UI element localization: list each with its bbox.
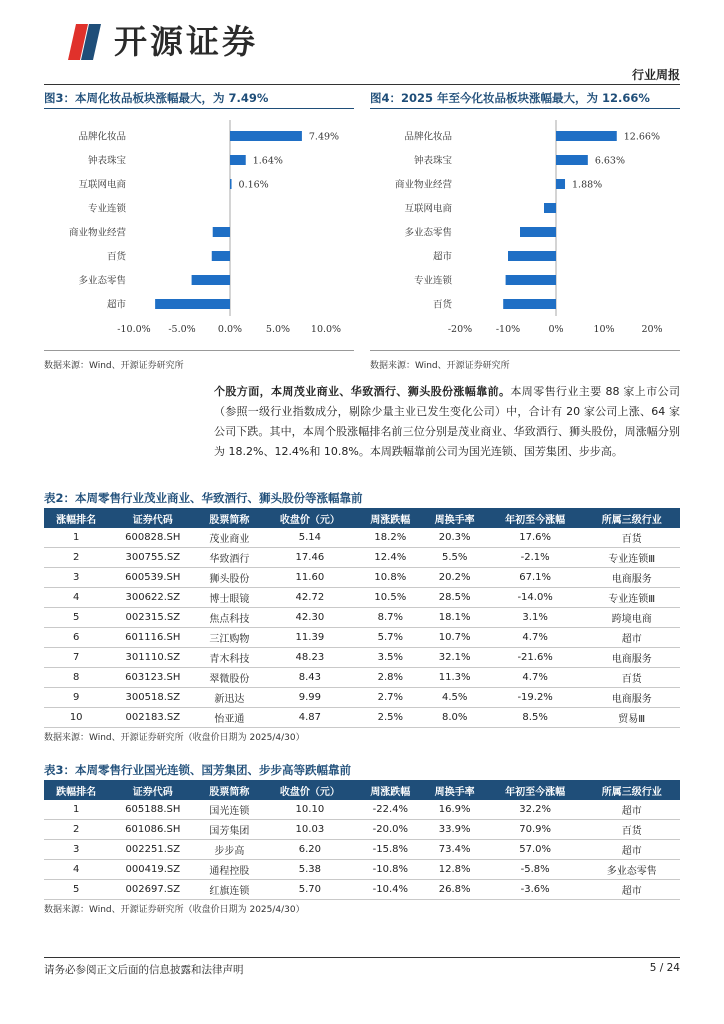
bar <box>230 155 246 165</box>
table-cell: -19.2% <box>487 688 584 708</box>
table-cell: 步步高 <box>197 840 261 860</box>
table-row <box>44 568 680 588</box>
table-cell: 10 <box>44 708 108 728</box>
table-cell: 32.1% <box>423 648 487 668</box>
table-cell: 电商服务 <box>583 688 680 708</box>
table-cell: 2.7% <box>358 688 422 708</box>
table-cell: 博士眼镜 <box>197 588 261 608</box>
table-cell: 4.5% <box>423 688 487 708</box>
table-cell: 怡亚通 <box>197 708 261 728</box>
table-cell: 1 <box>44 528 108 548</box>
tick-label: 10.0% <box>310 324 342 335</box>
table-cell: 48.23 <box>262 648 359 668</box>
table-cell: -14.0% <box>487 588 584 608</box>
table-cell: 33.9% <box>423 820 487 840</box>
bar <box>230 179 232 189</box>
table-cell: 5.5% <box>423 548 487 568</box>
table-cell: 16.9% <box>423 800 487 820</box>
table-row <box>44 588 680 608</box>
bar <box>520 227 556 237</box>
figure4-source-rule <box>370 350 680 351</box>
table3-header-2: 股票简称 <box>197 780 261 800</box>
table-row <box>44 548 680 568</box>
table-row <box>44 688 680 708</box>
table-cell: 32.2% <box>487 800 584 820</box>
table-cell: 8.0% <box>423 708 487 728</box>
category-label: 钟表珠宝 <box>87 155 126 167</box>
bar <box>544 203 556 213</box>
table2-header-2: 股票简称 <box>197 508 261 528</box>
table-cell: 8.7% <box>358 608 422 628</box>
category-label: 多业态零售 <box>78 275 126 287</box>
bar <box>508 251 556 261</box>
table-cell: 超市 <box>583 800 680 820</box>
table-cell: 605188.SH <box>108 800 197 820</box>
figure4-rule <box>370 108 680 109</box>
table-cell: 超市 <box>583 880 680 900</box>
table-cell: 5.38 <box>262 860 359 880</box>
figure3-source: 数据来源：Wind、开源证券研究所 <box>44 361 184 371</box>
table-cell: 11.3% <box>423 668 487 688</box>
section-label: 行业周报 <box>631 68 680 82</box>
table-cell: 600539.SH <box>108 568 197 588</box>
table-cell: 10.7% <box>423 628 487 648</box>
table-row <box>44 880 680 900</box>
table-cell: 1 <box>44 800 108 820</box>
table3-source: 数据来源：Wind、开源证券研究所（收盘价日期为 2025/4/30） <box>44 905 305 915</box>
table-cell: -3.6% <box>487 880 584 900</box>
table-cell: 电商服务 <box>583 568 680 588</box>
category-label: 百货 <box>106 251 126 263</box>
table-row <box>44 860 680 880</box>
data-label: 6.63% <box>594 155 626 167</box>
table-cell: 红旗连锁 <box>197 880 261 900</box>
table-cell: -20.0% <box>358 820 422 840</box>
figure4-chart <box>370 112 680 344</box>
bar <box>192 275 230 285</box>
table-cell: 茂业商业 <box>197 528 261 548</box>
figure4-caption: 图4：2025 年至今化妆品板块涨幅最大，为 12.66% <box>370 91 650 105</box>
table-cell: 18.2% <box>358 528 422 548</box>
table-cell: 26.8% <box>423 880 487 900</box>
category-label: 专业连锁 <box>87 203 126 215</box>
table-cell: 5.70 <box>262 880 359 900</box>
table2-header-4: 周涨跌幅 <box>358 508 422 528</box>
table-cell: -10.8% <box>358 860 422 880</box>
category-label: 超市 <box>432 251 452 263</box>
table-cell: -10.4% <box>358 880 422 900</box>
table-cell: 电商服务 <box>583 648 680 668</box>
table-row <box>44 668 680 688</box>
data-label: 12.66% <box>623 131 661 143</box>
table3 <box>44 780 680 900</box>
table-cell: 4 <box>44 860 108 880</box>
category-label: 互联网电商 <box>78 179 126 191</box>
data-label: 7.49% <box>308 131 340 143</box>
tick-label: 0% <box>548 324 564 335</box>
table-cell: 6 <box>44 628 108 648</box>
bar <box>506 275 556 285</box>
bar <box>212 251 230 261</box>
data-label: 0.16% <box>238 179 269 191</box>
table-cell: -2.1% <box>487 548 584 568</box>
table2-header-6: 年初至今涨幅 <box>487 508 584 528</box>
table-cell: 4.87 <box>262 708 359 728</box>
tick-label: 5.0% <box>265 324 291 335</box>
tick-label: 20% <box>641 324 663 335</box>
table2-header-1: 证券代码 <box>108 508 197 528</box>
data-label: 1.88% <box>572 179 603 191</box>
table-row <box>44 840 680 860</box>
category-label: 品牌化妆品 <box>404 131 452 143</box>
table-cell: -15.8% <box>358 840 422 860</box>
logo-icon <box>62 20 106 64</box>
table2 <box>44 508 680 728</box>
table3-header-7: 所属三级行业 <box>583 780 680 800</box>
table-cell: 73.4% <box>423 840 487 860</box>
table-cell: 青木科技 <box>197 648 261 668</box>
table-cell: 600828.SH <box>108 528 197 548</box>
table-cell: 300518.SZ <box>108 688 197 708</box>
table2-header-7: 所属三级行业 <box>583 508 680 528</box>
table-cell: 67.1% <box>487 568 584 588</box>
table-cell: 焦点科技 <box>197 608 261 628</box>
table-cell: 专业连锁Ⅲ <box>583 548 680 568</box>
table-cell: 10.5% <box>358 588 422 608</box>
table-cell: 超市 <box>583 628 680 648</box>
table-row <box>44 820 680 840</box>
table-cell: 12.8% <box>423 860 487 880</box>
table-cell: 601116.SH <box>108 628 197 648</box>
table-cell: 百货 <box>583 528 680 548</box>
table-cell: 10.8% <box>358 568 422 588</box>
table-cell: 9 <box>44 688 108 708</box>
table2-header-0: 涨幅排名 <box>44 508 108 528</box>
header-divider <box>44 84 680 85</box>
figure4-source: 数据来源：Wind、开源证券研究所 <box>370 361 510 371</box>
category-label: 百货 <box>432 299 452 311</box>
table-row <box>44 608 680 628</box>
category-label: 互联网电商 <box>404 203 452 215</box>
data-label: 1.64% <box>252 155 283 167</box>
table-cell: 翠微股份 <box>197 668 261 688</box>
table-cell: 3 <box>44 840 108 860</box>
table3-header-1: 证券代码 <box>108 780 197 800</box>
table-row <box>44 648 680 668</box>
table-cell: 贸易Ⅲ <box>583 708 680 728</box>
bar <box>503 299 556 309</box>
figure3-caption: 图3：本周化妆品板块涨幅最大，为 7.49% <box>44 91 269 105</box>
table-cell: 42.30 <box>262 608 359 628</box>
tick-label: -5.0% <box>168 324 196 335</box>
table-cell: 通程控股 <box>197 860 261 880</box>
table-cell: 三江购物 <box>197 628 261 648</box>
table-cell: 4.7% <box>487 628 584 648</box>
bar <box>556 155 588 165</box>
table2-header-3: 收盘价（元） <box>262 508 359 528</box>
table-cell: 4.7% <box>487 668 584 688</box>
table-cell: 002251.SZ <box>108 840 197 860</box>
table3-header-6: 年初至今涨幅 <box>487 780 584 800</box>
table-row <box>44 628 680 648</box>
table-cell: 42.72 <box>262 588 359 608</box>
table-cell: 002183.SZ <box>108 708 197 728</box>
table2-header-5: 周换手率 <box>423 508 487 528</box>
table2-source: 数据来源：Wind、开源证券研究所（收盘价日期为 2025/4/30） <box>44 733 305 743</box>
table-cell: 301110.SZ <box>108 648 197 668</box>
category-label: 商业物业经营 <box>394 179 452 191</box>
table-cell: 10.10 <box>262 800 359 820</box>
figure3-rule <box>44 108 354 109</box>
logo-text: 开源证券 <box>114 22 258 61</box>
table-cell: 6.20 <box>262 840 359 860</box>
table-cell: 000419.SZ <box>108 860 197 880</box>
table-cell: 国芳集团 <box>197 820 261 840</box>
paragraph-lead: 个股方面，本周茂业商业、华致酒行、狮头股份涨幅靠前。 <box>214 385 511 398</box>
tick-label: -20% <box>447 324 473 335</box>
category-label: 商业物业经营 <box>68 227 126 239</box>
table-row <box>44 708 680 728</box>
table-cell: 8.5% <box>487 708 584 728</box>
table-cell: 002697.SZ <box>108 880 197 900</box>
table-cell: 70.9% <box>487 820 584 840</box>
table-cell: 7 <box>44 648 108 668</box>
table-cell: 百货 <box>583 668 680 688</box>
category-label: 专业连锁 <box>413 275 452 287</box>
table3-header-0: 跌幅排名 <box>44 780 108 800</box>
table-cell: 11.60 <box>262 568 359 588</box>
table-cell: 002315.SZ <box>108 608 197 628</box>
table-cell: 5.14 <box>262 528 359 548</box>
table-cell: 狮头股份 <box>197 568 261 588</box>
table3-header-4: 周涨跌幅 <box>358 780 422 800</box>
table-row <box>44 528 680 548</box>
table-cell: 3.5% <box>358 648 422 668</box>
table-cell: 华致酒行 <box>197 548 261 568</box>
category-label: 多业态零售 <box>404 227 452 239</box>
figure3-source-rule <box>44 350 354 351</box>
paragraph-text: 本周零售行业主要 88 家上市公司（参照一级行业指数成分，剔除少量主业已发生变化公司）中，合计有 20 家公司上涨、64 家公司下跌。其中，本周个股涨幅排名前三位分别是茂业商业、华致酒行、狮头股份，周涨幅分别为 18.2%、12.4%和 10.8%。本周跌幅靠前公司为国光连锁、国芳集团、步步高。 <box>214 385 680 458</box>
tick-label: -10% <box>495 324 521 335</box>
table-cell: 2 <box>44 820 108 840</box>
table-cell: 2 <box>44 548 108 568</box>
footer-divider <box>44 957 680 958</box>
table-cell: 300755.SZ <box>108 548 197 568</box>
table-cell: 跨境电商 <box>583 608 680 628</box>
table-cell: 20.3% <box>423 528 487 548</box>
tick-label: -10.0% <box>117 324 151 335</box>
category-label: 钟表珠宝 <box>413 155 452 167</box>
table-cell: 8 <box>44 668 108 688</box>
table-cell: 20.2% <box>423 568 487 588</box>
table-cell: 5 <box>44 880 108 900</box>
table-cell: 3 <box>44 568 108 588</box>
table-cell: 11.39 <box>262 628 359 648</box>
table-row <box>44 800 680 820</box>
table-cell: 17.46 <box>262 548 359 568</box>
table-cell: 10.03 <box>262 820 359 840</box>
table-cell: 603123.SH <box>108 668 197 688</box>
table-cell: 12.4% <box>358 548 422 568</box>
tick-label: 10% <box>593 324 615 335</box>
table-cell: 5 <box>44 608 108 628</box>
table-cell: 国光连锁 <box>197 800 261 820</box>
bar <box>213 227 230 237</box>
table-cell: 8.43 <box>262 668 359 688</box>
page-number: 5 / 24 <box>649 962 680 974</box>
category-label: 品牌化妆品 <box>78 131 126 143</box>
table-cell: 300622.SZ <box>108 588 197 608</box>
body-paragraph <box>214 382 680 462</box>
table-cell: 2.8% <box>358 668 422 688</box>
table-cell: 超市 <box>583 840 680 860</box>
table-cell: 百货 <box>583 820 680 840</box>
table-cell: -5.8% <box>487 860 584 880</box>
table-cell: 601086.SH <box>108 820 197 840</box>
bar <box>155 299 230 309</box>
category-label: 超市 <box>106 299 126 311</box>
table-cell: 9.99 <box>262 688 359 708</box>
figure3-chart <box>44 112 354 344</box>
table2-caption: 表2：本周零售行业茂业商业、华致酒行、狮头股份等涨幅靠前 <box>44 491 363 505</box>
table-cell: -21.6% <box>487 648 584 668</box>
footer-disclaimer: 请务必参阅正文后面的信息披露和法律声明 <box>44 964 244 976</box>
table-cell: 2.5% <box>358 708 422 728</box>
table-cell: 5.7% <box>358 628 422 648</box>
table-cell: 28.5% <box>423 588 487 608</box>
bar <box>556 131 617 141</box>
table3-header-5: 周换手率 <box>423 780 487 800</box>
table-cell: 18.1% <box>423 608 487 628</box>
bar <box>230 131 302 141</box>
table-cell: 新迅达 <box>197 688 261 708</box>
table-cell: 4 <box>44 588 108 608</box>
table3-caption: 表3：本周零售行业国光连锁、国芳集团、步步高等跌幅靠前 <box>44 763 351 777</box>
table-cell: 17.6% <box>487 528 584 548</box>
table-cell: -22.4% <box>358 800 422 820</box>
tick-label: 0.0% <box>217 324 243 335</box>
table3-header-3: 收盘价（元） <box>262 780 359 800</box>
table-cell: 专业连锁Ⅲ <box>583 588 680 608</box>
bar <box>556 179 565 189</box>
table-cell: 多业态零售 <box>583 860 680 880</box>
table-cell: 3.1% <box>487 608 584 628</box>
table-cell: 57.0% <box>487 840 584 860</box>
